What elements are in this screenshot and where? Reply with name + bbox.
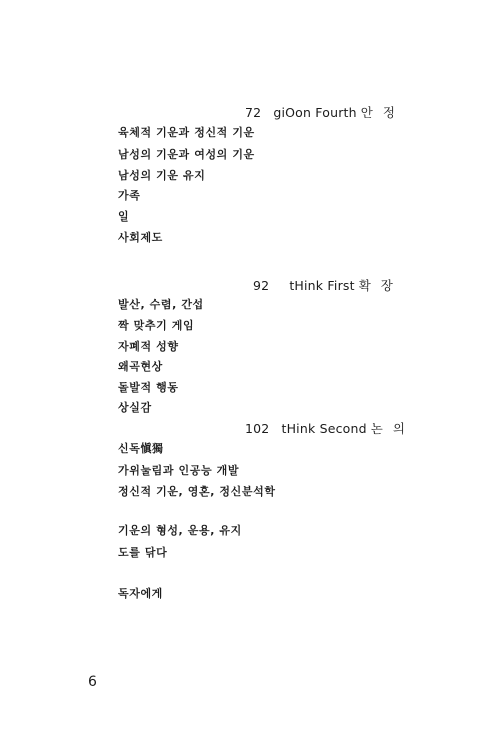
page-number: 6: [88, 674, 97, 690]
toc-entry: 돌발적 행동: [118, 381, 179, 394]
toc-entry: 왜곡현상: [118, 360, 163, 373]
toc-entry: 자폐적 성향: [118, 340, 179, 353]
toc-entry: 가위눌림과 인공능 개발: [118, 464, 240, 477]
toc-entry: 남성의 기운과 여성의 기운: [118, 148, 255, 161]
toc-entry: 도를 닦다: [118, 546, 168, 559]
toc-entry: 기운의 형성, 운용, 유지: [118, 524, 242, 537]
section-title-korean: 논 의: [370, 421, 408, 436]
toc-entry: 짝 맞추기 게임: [118, 319, 195, 332]
section-heading-first: [245, 276, 396, 294]
section-title: giOon Fourth: [273, 105, 357, 120]
section-heading-second: [245, 419, 408, 437]
toc-entry: 신독愼獨: [118, 442, 164, 455]
section-title-korean: 확 장: [358, 278, 396, 293]
toc-entry: 상실감: [118, 401, 152, 414]
section-title: tHink Second: [281, 421, 367, 436]
toc-entry: 사회제도: [118, 231, 163, 244]
toc-entry: 독자에게: [118, 587, 163, 600]
section-page-number: 102: [245, 421, 270, 436]
toc-entry: 남성의 기운 유지: [118, 169, 206, 182]
toc-entry: 일: [118, 210, 130, 223]
section-page-number: 72: [245, 105, 262, 120]
section-heading-fourth: [245, 103, 398, 121]
toc-entry: 가족: [118, 189, 141, 202]
section-title-korean: 안 정: [360, 105, 398, 120]
section-page-number: 92: [253, 278, 270, 293]
section-title: tHink First: [289, 278, 355, 293]
toc-entry: 육체적 기운과 정신적 기운: [118, 126, 255, 139]
toc-entry: 발산, 수렴, 간섭: [118, 298, 204, 311]
toc-entry: 정신적 기운, 영혼, 정신분석학: [118, 485, 276, 498]
